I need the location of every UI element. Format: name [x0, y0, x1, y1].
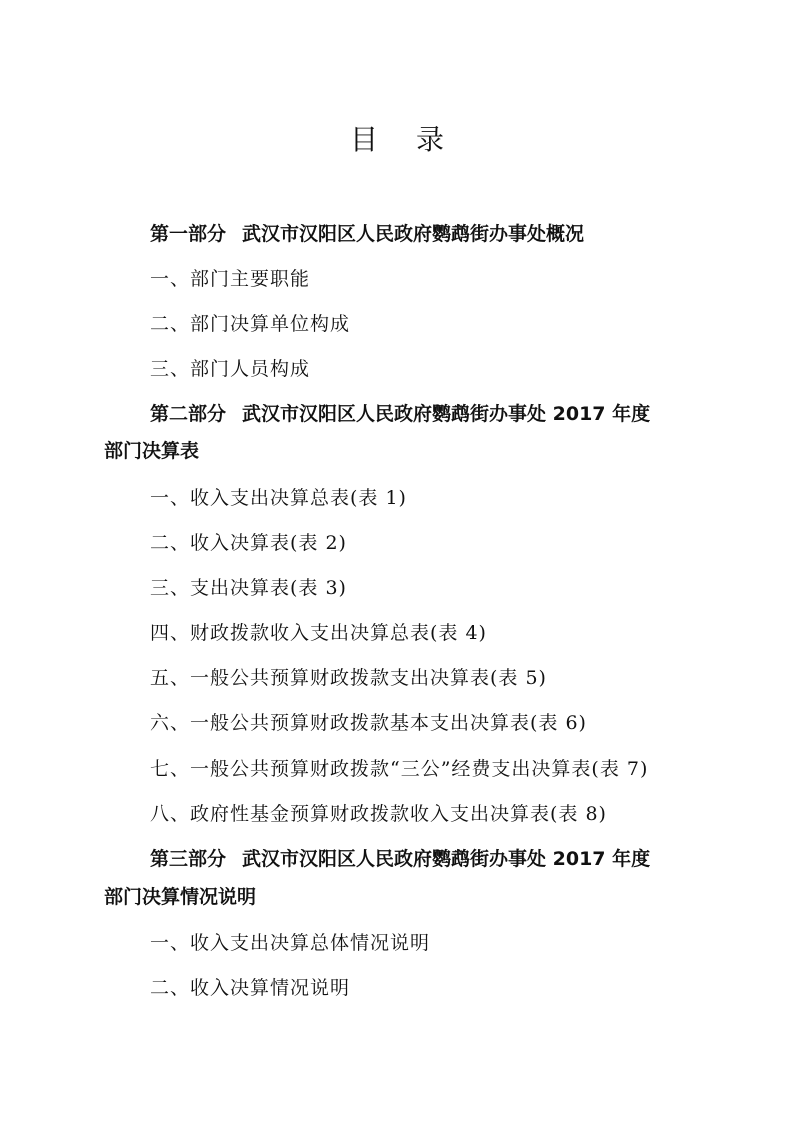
part-1-item-1: 一、部门主要职能 [150, 268, 311, 290]
part-3-heading [150, 846, 650, 872]
part-3-item-2: 二、收入决算情况说明 [150, 977, 351, 999]
part-3-heading-continued: 部门决算情况说明 [104, 886, 257, 908]
part-3-label: 第三部分 [150, 848, 227, 870]
part-1-item-2: 二、部门决算单位构成 [150, 313, 351, 335]
toc-title [0, 118, 794, 158]
part-1-text: 武汉市汉阳区人民政府鹦鹉街办事处概况 [242, 223, 585, 245]
part-2-item-6: 六、一般公共预算财政拨款基本支出决算表(表 6) [150, 712, 587, 734]
part-3-text: 武汉市汉阳区人民政府鹦鹉街办事处 2017 年度 [242, 848, 651, 870]
part-2-item-8: 八、政府性基金预算财政拨款收入支出决算表(表 8) [150, 803, 607, 825]
part-2-label: 第二部分 [150, 403, 227, 425]
part-2-item-3: 三、支出决算表(表 3) [150, 577, 347, 599]
part-2-heading-continued: 部门决算表 [104, 440, 200, 462]
toc-title-char-1: 目 [350, 123, 379, 156]
part-1-heading [150, 221, 584, 247]
part-2-item-7: 七、一般公共预算财政拨款“三公”经费支出决算表(表 7) [150, 758, 649, 780]
toc-title-char-2: 录 [416, 123, 445, 156]
part-2-heading [150, 401, 650, 427]
part-2-item-5: 五、一般公共预算财政拨款支出决算表(表 5) [150, 667, 547, 689]
part-2-item-4: 四、财政拨款收入支出决算总表(表 4) [150, 622, 487, 644]
part-2-text: 武汉市汉阳区人民政府鹦鹉街办事处 2017 年度 [242, 403, 651, 425]
part-2-item-1: 一、收入支出决算总表(表 1) [150, 487, 407, 509]
part-2-item-2: 二、收入决算表(表 2) [150, 532, 347, 554]
part-1-item-3: 三、部门人员构成 [150, 358, 311, 380]
part-1-label: 第一部分 [150, 223, 227, 245]
part-3-item-1: 一、收入支出决算总体情况说明 [150, 932, 431, 954]
